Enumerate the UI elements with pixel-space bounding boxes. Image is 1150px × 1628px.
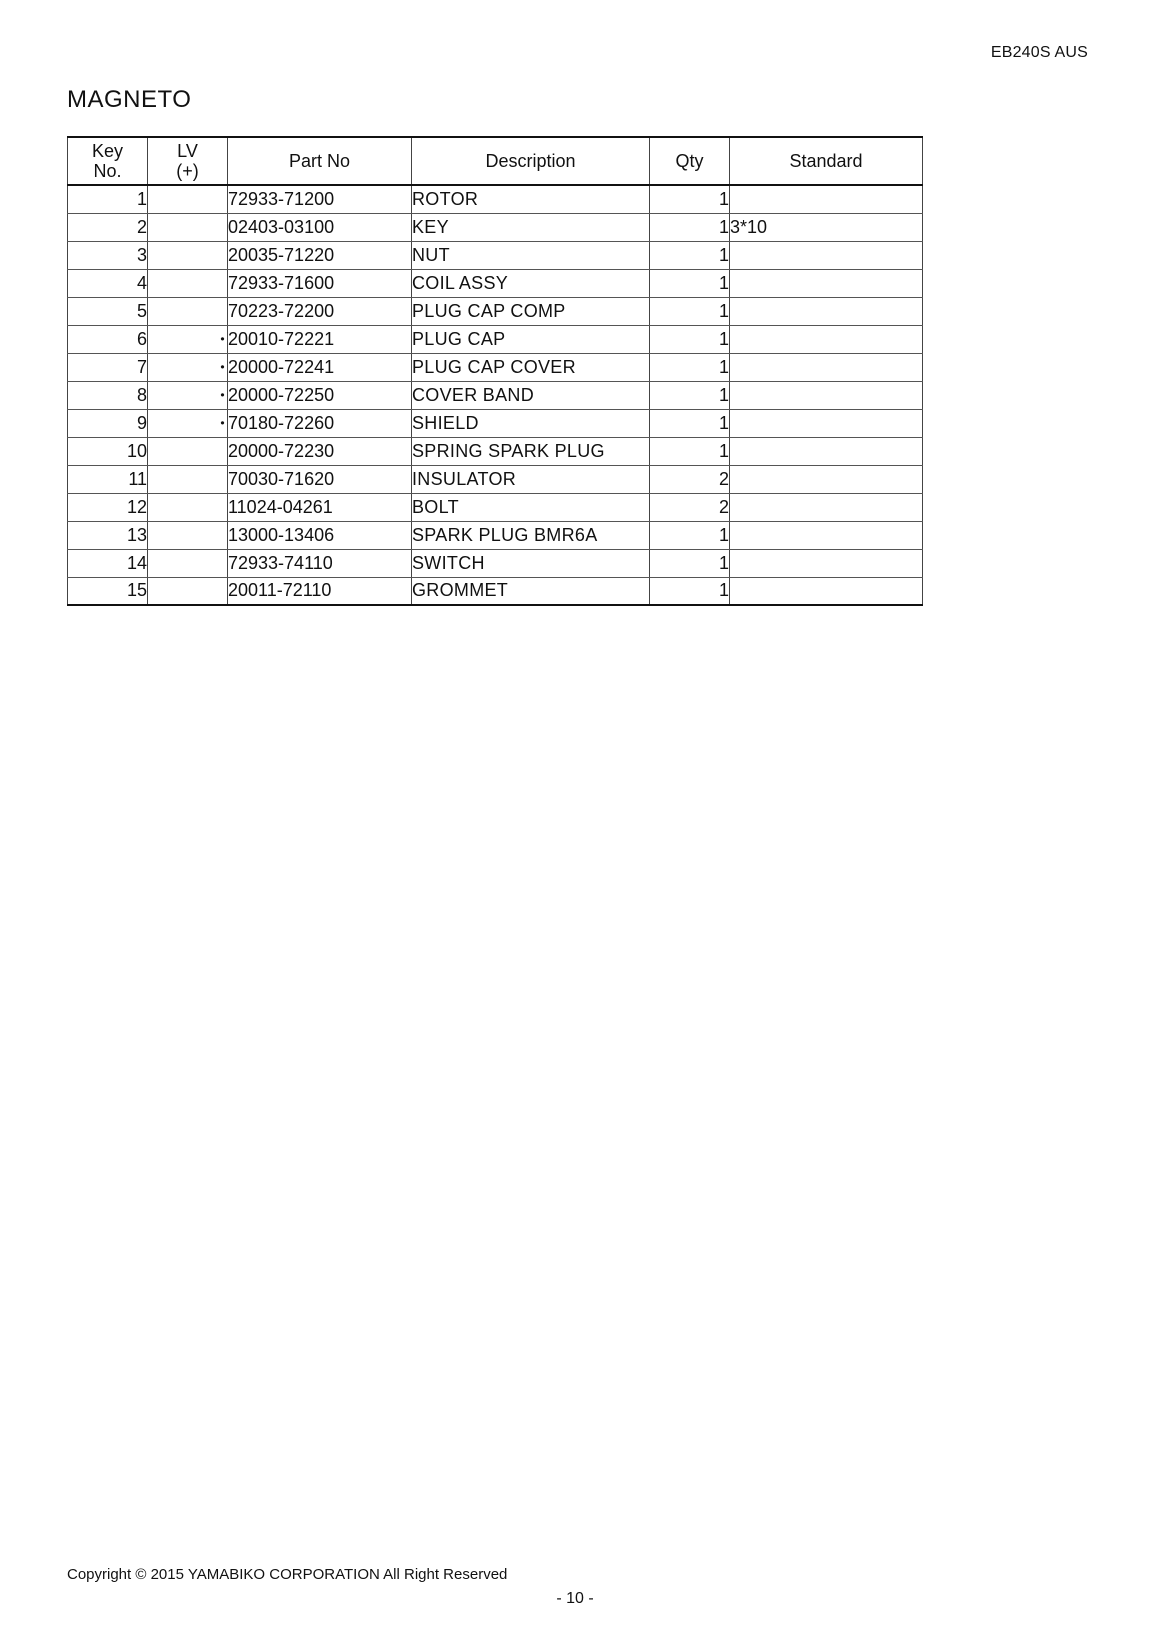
description-cell: COVER BAND — [412, 381, 650, 409]
column-header-key-no — [68, 137, 148, 185]
column-header-part-no: Part No — [228, 137, 412, 185]
key-no-cell: 4 — [68, 269, 148, 297]
column-header-key-line2: No. — [93, 161, 122, 181]
table-row — [68, 325, 923, 353]
table-row — [68, 297, 923, 325]
description-cell: COIL ASSY — [412, 269, 650, 297]
qty-cell: 1 — [650, 549, 730, 577]
description-cell: PLUG CAP COVER — [412, 353, 650, 381]
key-no-cell: 12 — [68, 493, 148, 521]
lv-cell: ･ — [148, 409, 228, 437]
parts-table — [67, 136, 923, 606]
part-no-cell: 20000-72250 — [228, 381, 412, 409]
key-no-cell: 7 — [68, 353, 148, 381]
lv-cell — [148, 521, 228, 549]
qty-cell: 1 — [650, 325, 730, 353]
lv-cell: ･ — [148, 325, 228, 353]
copyright-notice: Copyright © 2015 YAMABIKO CORPORATION All Right Reserved — [67, 1566, 508, 1583]
part-no-cell: 11024-04261 — [228, 493, 412, 521]
column-header-description: Description — [412, 137, 650, 185]
lv-cell: ･ — [148, 353, 228, 381]
table-row — [68, 269, 923, 297]
column-header-lv — [148, 137, 228, 185]
part-no-cell: 70180-72260 — [228, 409, 412, 437]
qty-cell: 1 — [650, 185, 730, 213]
qty-cell: 1 — [650, 213, 730, 241]
lv-cell: ･ — [148, 381, 228, 409]
standard-cell — [730, 493, 923, 521]
table-row — [68, 549, 923, 577]
part-no-cell: 02403-03100 — [228, 213, 412, 241]
lv-cell — [148, 493, 228, 521]
key-no-cell: 3 — [68, 241, 148, 269]
key-no-cell: 8 — [68, 381, 148, 409]
column-header-qty: Qty — [650, 137, 730, 185]
standard-cell — [730, 465, 923, 493]
standard-cell — [730, 353, 923, 381]
standard-cell — [730, 185, 923, 213]
lv-cell — [148, 185, 228, 213]
description-cell: PLUG CAP COMP — [412, 297, 650, 325]
lv-cell — [148, 297, 228, 325]
lv-cell — [148, 437, 228, 465]
part-no-cell: 72933-71200 — [228, 185, 412, 213]
qty-cell: 2 — [650, 465, 730, 493]
qty-cell: 1 — [650, 297, 730, 325]
key-no-cell: 5 — [68, 297, 148, 325]
lv-cell — [148, 269, 228, 297]
key-no-cell: 1 — [68, 185, 148, 213]
column-header-key-line1: Key — [91, 141, 124, 161]
part-no-cell: 70030-71620 — [228, 465, 412, 493]
qty-cell: 1 — [650, 241, 730, 269]
page-title: MAGNETO — [67, 86, 192, 113]
description-cell: ROTOR — [412, 185, 650, 213]
key-no-cell: 13 — [68, 521, 148, 549]
key-no-cell: 11 — [68, 465, 148, 493]
standard-cell — [730, 409, 923, 437]
description-cell: INSULATOR — [412, 465, 650, 493]
qty-cell: 1 — [650, 409, 730, 437]
part-no-cell: 72933-74110 — [228, 549, 412, 577]
column-header-lv-line1: LV — [177, 141, 198, 161]
standard-cell — [730, 241, 923, 269]
part-no-cell: 20035-71220 — [228, 241, 412, 269]
part-no-cell: 72933-71600 — [228, 269, 412, 297]
standard-cell — [730, 521, 923, 549]
part-no-cell: 13000-13406 — [228, 521, 412, 549]
column-header-lv-line2: (+) — [176, 161, 199, 181]
standard-cell: 3*10 — [730, 213, 923, 241]
lv-cell — [148, 465, 228, 493]
lv-cell — [148, 577, 228, 605]
description-cell: GROMMET — [412, 577, 650, 605]
qty-cell: 2 — [650, 493, 730, 521]
model-code: EB240S AUS — [990, 44, 1088, 61]
table-row — [68, 409, 923, 437]
qty-cell: 1 — [650, 437, 730, 465]
lv-cell — [148, 241, 228, 269]
standard-cell — [730, 437, 923, 465]
qty-cell: 1 — [650, 381, 730, 409]
description-cell: SPARK PLUG BMR6A — [412, 521, 650, 549]
parts-table-body — [68, 185, 923, 605]
standard-cell — [730, 325, 923, 353]
standard-cell — [730, 381, 923, 409]
qty-cell: 1 — [650, 577, 730, 605]
standard-cell — [730, 577, 923, 605]
part-no-cell: 20000-72230 — [228, 437, 412, 465]
lv-cell — [148, 549, 228, 577]
table-row — [68, 213, 923, 241]
table-row — [68, 521, 923, 549]
table-row — [68, 353, 923, 381]
standard-cell — [730, 549, 923, 577]
part-no-cell: 20010-72221 — [228, 325, 412, 353]
part-no-cell: 20011-72110 — [228, 577, 412, 605]
description-cell: KEY — [412, 213, 650, 241]
table-row — [68, 185, 923, 213]
table-row — [68, 241, 923, 269]
table-row — [68, 437, 923, 465]
key-no-cell: 14 — [68, 549, 148, 577]
table-row — [68, 577, 923, 605]
standard-cell — [730, 297, 923, 325]
key-no-cell: 15 — [68, 577, 148, 605]
table-row — [68, 493, 923, 521]
table-row — [68, 465, 923, 493]
table-header-row — [68, 137, 923, 185]
qty-cell: 1 — [650, 269, 730, 297]
table-row — [68, 381, 923, 409]
description-cell: SPRING SPARK PLUG — [412, 437, 650, 465]
lv-cell — [148, 213, 228, 241]
description-cell: NUT — [412, 241, 650, 269]
standard-cell — [730, 269, 923, 297]
part-no-cell: 20000-72241 — [228, 353, 412, 381]
part-no-cell: 70223-72200 — [228, 297, 412, 325]
description-cell: BOLT — [412, 493, 650, 521]
qty-cell: 1 — [650, 353, 730, 381]
key-no-cell: 6 — [68, 325, 148, 353]
qty-cell: 1 — [650, 521, 730, 549]
description-cell: SWITCH — [412, 549, 650, 577]
key-no-cell: 2 — [68, 213, 148, 241]
key-no-cell: 10 — [68, 437, 148, 465]
description-cell: SHIELD — [412, 409, 650, 437]
page-number: - 10 - — [556, 1590, 594, 1607]
description-cell: PLUG CAP — [412, 325, 650, 353]
key-no-cell: 9 — [68, 409, 148, 437]
column-header-standard: Standard — [730, 137, 923, 185]
